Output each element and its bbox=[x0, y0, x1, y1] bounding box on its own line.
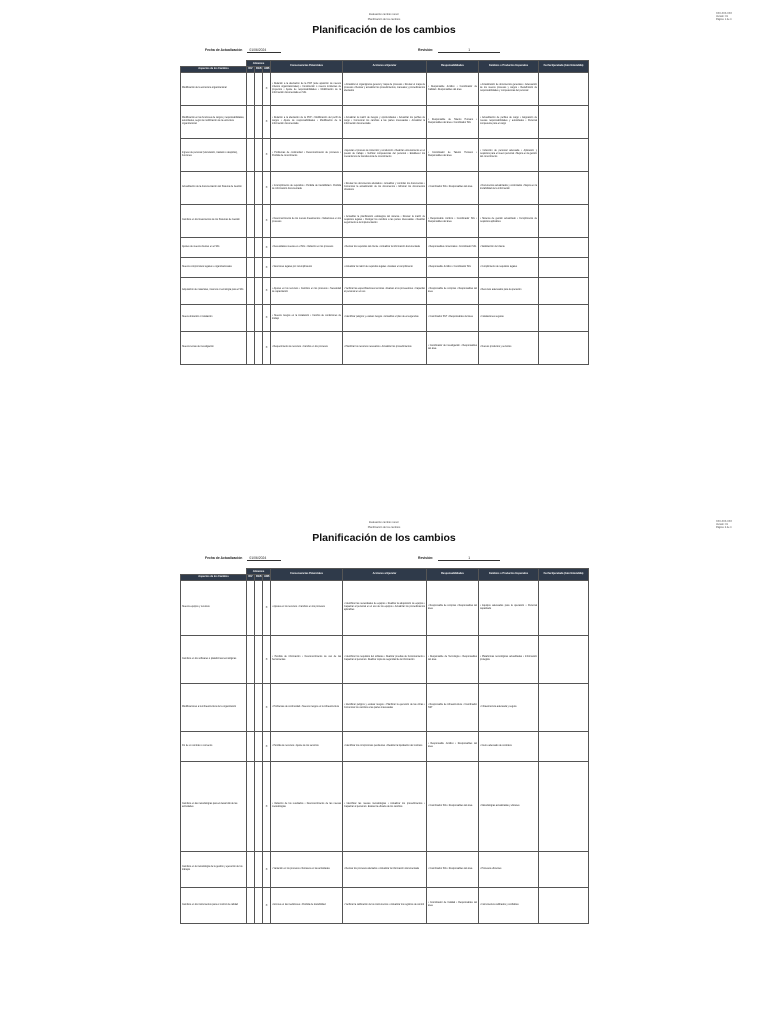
row-acciones: • Revisar los documentos afectados • Actualizar y controlar los documentos • Comunicar la actualización de los documentos • Eliminar los documentos obsoletos bbox=[343, 171, 427, 204]
row-consecuencias: • Problemas de continuidad • Desconocimiento de procesos • Pérdida de conocimiento bbox=[271, 138, 343, 171]
row-consecuencias: • Desconocimiento de los nuevos lineamientos • Variaciones en los procesos bbox=[271, 204, 343, 237]
header-acciones: Acciones a Ejecutar bbox=[343, 61, 427, 73]
table-row bbox=[181, 277, 589, 304]
header-line-2: Planificación de los cambios bbox=[367, 18, 401, 21]
row-acciones: • Revisar los procesos afectados • Actualizar la información documentada bbox=[343, 851, 427, 887]
row-aspecto: Cambios en los instrumentos para el control de calidad bbox=[181, 887, 247, 923]
row-aspecto: Adquisición de materiales, insumos o tecnología para el SIG bbox=[181, 277, 247, 304]
row-aspecto: Cambios en las metodologías para el desarrollo de las actividades bbox=[181, 761, 247, 851]
row-mark: X bbox=[263, 580, 271, 635]
row-fecha bbox=[539, 304, 589, 331]
row-responsabilidades: • Responsable Jurídico • Coordinador SIG • Responsables del área bbox=[427, 204, 479, 237]
header-consecuencias: Consecuencias Potenciales bbox=[271, 569, 343, 581]
row-cambios: • Documentos actualizados y controlados • Mejora en la trazabilidad de la información bbox=[479, 171, 539, 204]
row-fecha bbox=[539, 887, 589, 923]
revision-value: 1 bbox=[438, 556, 500, 561]
table-row bbox=[181, 761, 589, 851]
document-code-block bbox=[716, 12, 756, 22]
row-aspecto: Fin de un contrato o convenio bbox=[181, 731, 247, 761]
row-fecha bbox=[539, 331, 589, 364]
row-fecha bbox=[539, 580, 589, 635]
update-date bbox=[205, 48, 281, 53]
row-cambios: • Nuevos productos y servicios bbox=[479, 331, 539, 364]
page-1 bbox=[0, 0, 768, 500]
row-fecha bbox=[539, 851, 589, 887]
row-fecha bbox=[539, 683, 589, 731]
revision bbox=[418, 48, 500, 53]
document-code: XXX-XXX-XXX bbox=[716, 12, 732, 15]
table-row bbox=[181, 204, 589, 237]
row-acciones: • Identificar los compromisos pendientes • Realizar la liquidación del contrato bbox=[343, 731, 427, 761]
header-fecha: Fecha Ejecutada (Aún Entendida) bbox=[539, 61, 589, 73]
row-cambios: • Plataformas tecnológicas actualizadas • Información protegida bbox=[479, 635, 539, 683]
header-alcance: Alcance bbox=[247, 61, 271, 67]
row-acciones: • Revisar los requisitos del cliente • Actualizar la información documentada bbox=[343, 237, 427, 257]
header-col-a: DIV bbox=[247, 574, 255, 580]
update-date-label: Fecha de Actualización bbox=[205, 48, 243, 52]
row-responsabilidades: • Coordinador de investigación • Responsables del área bbox=[427, 331, 479, 364]
row-consecuencias: • Ajustes en los recursos • Cambios en los procesos • Necesidad de capacitación bbox=[271, 277, 343, 304]
row-responsabilidades: • Responsable de compras • Responsables del área bbox=[427, 580, 479, 635]
row-consecuencias: • Relación a la afectación de la PCP • Modificación del perfil de cargos • Ajuste de responsabilidades • Modificación de la información documentada bbox=[271, 105, 343, 138]
row-fecha bbox=[539, 761, 589, 851]
row-mark: X bbox=[263, 277, 271, 304]
header-col-c: ANB bbox=[263, 574, 271, 580]
row-cambios: • Cierre adecuado de contratos bbox=[479, 731, 539, 761]
document-page: Página: 2 de 4 bbox=[716, 526, 732, 530]
row-responsabilidades: • Responsable Jurídico • Coordinador de Calidad • Responsables del área bbox=[427, 72, 479, 105]
header-aspectos: Aspectos de los Cambios bbox=[181, 66, 247, 72]
row-aspecto: Ingreso de personal (vinculación, traslado o despidos), funciones bbox=[181, 138, 247, 171]
table-row bbox=[181, 171, 589, 204]
row-mark: X bbox=[263, 683, 271, 731]
table-row bbox=[181, 580, 589, 635]
table-row bbox=[181, 72, 589, 105]
update-date bbox=[205, 556, 281, 561]
row-acciones: • Actualizar la planificación estratégica del sistema • Revisar la matriz de requisitos legales • Divulgar los cambios a las partes interesadas • Realizar seguimiento a la implementación bbox=[343, 204, 427, 237]
row-fecha bbox=[539, 138, 589, 171]
row-aspecto: Nuevos compromisos legales u organizacionales bbox=[181, 257, 247, 277]
row-consecuencias: • Ajustes en los recursos • Cambios en los procesos bbox=[271, 580, 343, 635]
row-mark: X bbox=[263, 72, 271, 105]
row-responsabilidades: • Coordinador SST • Responsables del área bbox=[427, 304, 479, 331]
row-acciones: • Actualizar el organigrama general y mapa de procesos • Revisar el mapa de procesos • Revisar y actualizar los procedimientos, manuales y procedimientos afectados bbox=[343, 72, 427, 105]
row-fecha bbox=[539, 204, 589, 237]
row-cambios: • Equipos adecuados para la operación • Personal capacitado bbox=[479, 580, 539, 635]
row-consecuencias: • Pérdida de recursos • Ajuste de los servicios bbox=[271, 731, 343, 761]
document-code-block bbox=[716, 520, 756, 530]
row-fecha bbox=[539, 237, 589, 257]
header-aspectos: Aspectos de los Cambios bbox=[181, 574, 247, 580]
row-responsabilidades: • Coordinador SIG • Responsables del área bbox=[427, 171, 479, 204]
row-responsabilidades: • Responsable Jurídico • Responsables del área bbox=[427, 731, 479, 761]
document-page: Página: 1 de 4 bbox=[716, 18, 732, 22]
header-line-2: Planificación de los cambios bbox=[367, 526, 401, 529]
table-row bbox=[181, 851, 589, 887]
row-aspecto: Modificaciones a la infraestructura de la organización bbox=[181, 683, 247, 731]
page-2 bbox=[0, 508, 768, 1008]
row-acciones: • Identificar los requisitos del software • Realizar pruebas de funcionamiento • Capacitar al personal • Realizar copia de seguridad de la información bbox=[343, 635, 427, 683]
row-consecuencias: • Incumplimiento de requisitos • Pérdida de trazabilidad • Pérdida de información documentada bbox=[271, 171, 343, 204]
row-acciones: • Identificar las nuevas metodologías • Actualizar los procedimientos • Capacitar al personal • Evaluar la eficacia de los cambios bbox=[343, 761, 427, 851]
row-cambios: • Recursos adecuados para la operación bbox=[479, 277, 539, 304]
row-consecuencias: • Variación en los procesos • Retrasos en las actividades bbox=[271, 851, 343, 887]
row-aspecto: Modificación en las funciones de cargos y responsabilidades, autoridades, según la modificación de la estructura organizacional bbox=[181, 105, 247, 138]
row-consecuencias: • Relación a la afectación de la PCP (ante aparición de nuevos criterios organizacionales) • Constitución o nuevos incidentes de proyectos • Ajuste de responsabilidades • Modificación de la información documentada en SIG bbox=[271, 72, 343, 105]
header-cambios: Cambios o Productos Esperados bbox=[479, 569, 539, 581]
row-mark: X bbox=[263, 851, 271, 887]
table-row bbox=[181, 731, 589, 761]
row-responsabilidades: • Responsable de Talento Humano • Responsables del área • Coordinador SIG bbox=[427, 105, 479, 138]
row-cambios: • Actualización de documentos generales • Adecuación de los nuevos procesos y cargos • Redefinición de responsabilidades y competencias del personal bbox=[479, 72, 539, 105]
row-responsabilidades: • Coordinador SIG • Responsables del área bbox=[427, 761, 479, 851]
row-fecha bbox=[539, 277, 589, 304]
row-consecuencias: • Necesidades nuevas en el SIG • Variación en los procesos bbox=[271, 237, 343, 257]
table-row bbox=[181, 887, 589, 923]
header-acciones: Acciones a Ejecutar bbox=[343, 569, 427, 581]
row-cambios: • Metodologías actualizadas y eficaces bbox=[479, 761, 539, 851]
row-responsabilidades: • Responsable de Tecnología • Responsables del área bbox=[427, 635, 479, 683]
row-responsabilidades: • Coordinador de Talento Humano • Responsables del área bbox=[427, 138, 479, 171]
row-acciones: • Planificar los recursos necesarios • Actualizar los procedimientos bbox=[343, 331, 427, 364]
changes-table bbox=[180, 568, 589, 924]
table-row bbox=[181, 304, 589, 331]
revision-label: Revisión: bbox=[418, 48, 434, 52]
row-acciones: • Verificar la calibración de los instrumentos • Actualizar los registros de control bbox=[343, 887, 427, 923]
page-title: Planificación de los cambios bbox=[312, 532, 456, 544]
revision-label: Revisión: bbox=[418, 556, 434, 560]
row-mark: X bbox=[263, 237, 271, 257]
row-mark: X bbox=[263, 138, 271, 171]
changes-table bbox=[180, 60, 589, 365]
header-col-a: DIV bbox=[247, 66, 255, 72]
table-row bbox=[181, 237, 589, 257]
row-cambios: • Actualización de perfiles de cargo • Asignación de nuevas responsabilidades y autoridades • Personal competente para el cargo bbox=[479, 105, 539, 138]
page-title: Planificación de los cambios bbox=[312, 24, 456, 36]
row-mark: X bbox=[263, 171, 271, 204]
row-responsabilidades: • Responsable de infraestructura • Coordinador SST bbox=[427, 683, 479, 731]
row-consecuencias: • Errores en las mediciones • Pérdida de trazabilidad bbox=[271, 887, 343, 923]
row-cambios: • Infraestructura adecuada y segura bbox=[479, 683, 539, 731]
row-consecuencias: • Nuevos riesgos en la instalación • Cambio de condiciones de trabajo bbox=[271, 304, 343, 331]
row-acciones: • Identificar las necesidades de equipos • Realizar la adquisición de equipos • Capacitar al personal en el uso de los equipos • Actualizar los procedimientos aplicables bbox=[343, 580, 427, 635]
row-mark: X bbox=[263, 731, 271, 761]
row-mark: X bbox=[263, 635, 271, 683]
header-col-b: DGB bbox=[255, 66, 263, 72]
document-version: Versión: 01 bbox=[716, 523, 728, 527]
header-col-c: ANB bbox=[263, 66, 271, 72]
header-responsabilidades: Responsabilidades bbox=[427, 61, 479, 73]
row-aspecto: Cambios en la metodología de la gestión y ejecución de los trabajos bbox=[181, 851, 247, 887]
header-consecuencias: Consecuencias Potenciales bbox=[271, 61, 343, 73]
row-cambios: • Cumplimiento de requisitos legales bbox=[479, 257, 539, 277]
row-aspecto: Modificación de la estructura organizacional bbox=[181, 72, 247, 105]
row-mark: X bbox=[263, 887, 271, 923]
row-consecuencias: • Sanciones legales por incumplimiento bbox=[271, 257, 343, 277]
row-responsabilidades: • Responsable Jurídico • Coordinador SIG bbox=[427, 257, 479, 277]
row-aspecto: Ajustes de nuevos clientes en el SIG bbox=[181, 237, 247, 257]
update-date-label: Fecha de Actualización bbox=[205, 556, 243, 560]
row-cambios: • Satisfacción del cliente bbox=[479, 237, 539, 257]
row-responsabilidades: • Coordinador de Calidad • Responsables del área bbox=[427, 887, 479, 923]
row-consecuencias: • Requerimiento de recursos • Cambio en los procesos bbox=[271, 331, 343, 364]
row-cambios: • Sistema de gestión actualizado • Cumplimiento de requisitos aplicables bbox=[479, 204, 539, 237]
row-cambios: • Procesos eficientes bbox=[479, 851, 539, 887]
update-date-value: 01/06/2024 bbox=[247, 48, 281, 53]
table-row bbox=[181, 635, 589, 683]
document-code: XXX-XXX-XXX bbox=[716, 520, 732, 523]
header-responsabilidades: Responsabilidades bbox=[427, 569, 479, 581]
row-aspecto: Nuevos equipos y recursos bbox=[181, 580, 247, 635]
row-aspecto: Nuevos temas de investigación bbox=[181, 331, 247, 364]
row-consecuencias: • Problemas de continuidad • Nuevos riesgos en la infraestructura bbox=[271, 683, 343, 731]
row-fecha bbox=[539, 72, 589, 105]
row-fecha bbox=[539, 635, 589, 683]
row-fecha bbox=[539, 731, 589, 761]
row-acciones: • Identificar peligros y evaluar riesgos • Actualizar el plan de emergencias bbox=[343, 304, 427, 331]
row-mark: X bbox=[263, 105, 271, 138]
row-aspecto: Actualización de la documentación del Sistema de Gestión bbox=[181, 171, 247, 204]
row-responsabilidades: • Responsables comerciales • Coordinador SIG bbox=[427, 237, 479, 257]
row-cambios: • Instalaciones seguras bbox=[479, 304, 539, 331]
row-acciones: • Verificar las especificaciones técnicas • Evaluar a los proveedores • Capacitar al personal en el uso bbox=[343, 277, 427, 304]
row-acciones: • Actualizar la matriz de riesgos y oportunidades • Actualizar los perfiles de cargo • Comunicar los cambios a las partes interesadas • Actualizar la información documentada bbox=[343, 105, 427, 138]
header-line-1: Evaluación cambio menor bbox=[369, 13, 399, 16]
header-line-1: Evaluación cambio menor bbox=[369, 521, 399, 524]
row-acciones: • Identificar peligros y evaluar riesgos • Planificar la ejecución de las obras • Comunicar los cambios a las partes interesadas bbox=[343, 683, 427, 731]
row-mark: X bbox=[263, 304, 271, 331]
document-version: Versión: 01 bbox=[716, 15, 728, 19]
header-alcance: Alcance bbox=[247, 569, 271, 575]
table-row bbox=[181, 331, 589, 364]
revision-value: 1 bbox=[438, 48, 500, 53]
table-row bbox=[181, 683, 589, 731]
row-mark: X bbox=[263, 331, 271, 364]
row-aspecto: Cambios en los lineamientos de los Sistemas de Gestión bbox=[181, 204, 247, 237]
row-cambios: • Instrumentos calibrados y confiables bbox=[479, 887, 539, 923]
row-consecuencias: • Pérdida de información • Desconocimiento de uso de las herramientas bbox=[271, 635, 343, 683]
row-mark: X bbox=[263, 257, 271, 277]
header-fecha: Fecha Ejecutada (Aún Entendida) bbox=[539, 569, 589, 581]
row-fecha bbox=[539, 257, 589, 277]
row-mark: X bbox=[263, 761, 271, 851]
row-aspecto: Cambios en los softwares o plataformas tecnológicas bbox=[181, 635, 247, 683]
row-acciones: • Actualizar la matriz de requisitos legales • Evaluar el cumplimiento bbox=[343, 257, 427, 277]
revision bbox=[418, 556, 500, 561]
row-fecha bbox=[539, 171, 589, 204]
table-row bbox=[181, 105, 589, 138]
header-cambios: Cambios o Productos Esperados bbox=[479, 61, 539, 73]
table-row bbox=[181, 138, 589, 171]
row-acciones: • Ejecutar el proceso de inducción y reinducción • Realizar entrenamiento en el puesto de trabajo • Verificar competencias del personal • Establecer los mecanismos de transferencia de conocimiento bbox=[343, 138, 427, 171]
row-fecha bbox=[539, 105, 589, 138]
row-aspecto: Nueva ubicación o instalación bbox=[181, 304, 247, 331]
row-responsabilidades: • Coordinador SIG • Responsables del área bbox=[427, 851, 479, 887]
row-mark: X bbox=[263, 204, 271, 237]
header-col-b: DGB bbox=[255, 574, 263, 580]
row-consecuencias: • Variación de los resultados • Desconocimiento de las nuevas metodologías bbox=[271, 761, 343, 851]
row-cambios: • Inducción de personal adecuada • Aplicación y requisitos para el nuevo personal • Mejora en la gestión del conocimiento bbox=[479, 138, 539, 171]
update-date-value: 01/06/2024 bbox=[247, 556, 281, 561]
row-responsabilidades: • Responsable de compras • Responsables del área bbox=[427, 277, 479, 304]
table-row bbox=[181, 257, 589, 277]
